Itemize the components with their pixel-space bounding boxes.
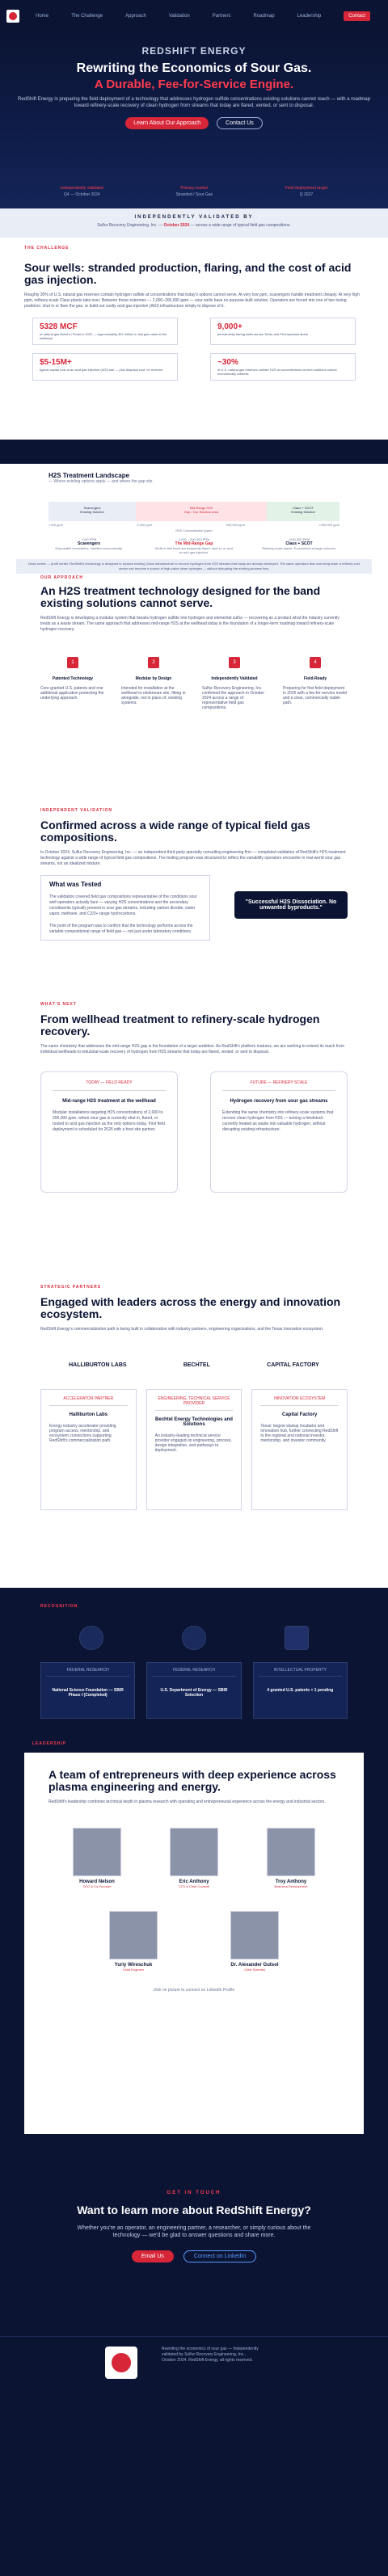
member-role: CEO & Co-Founder bbox=[82, 1884, 112, 1888]
landscape-col bbox=[154, 537, 234, 554]
recognition-card-kicker: FEDERAL RESEARCH bbox=[152, 1668, 235, 1677]
next-title: From wellhead treatment to refinery-scale hydrogen recovery. bbox=[40, 1012, 320, 1038]
nav-link-home[interactable]: Home bbox=[36, 14, 49, 19]
halliburton-logo: HALLIBURTON LABS bbox=[69, 1362, 127, 1368]
stat-value: Stranded / Sour Gas bbox=[175, 192, 213, 197]
challenge-cards bbox=[24, 318, 364, 381]
challenge-card-number: 5328 MCF bbox=[40, 322, 78, 331]
partner-card bbox=[251, 1389, 348, 1510]
leadership-title: A team of entrepreneurs with deep experience across plasma engineering and energy. bbox=[48, 1768, 336, 1793]
axis-tick: <100 ppm bbox=[48, 523, 63, 527]
validated-heading: INDEPENDENTLY VALIDATED BY bbox=[134, 215, 254, 220]
footer-text: Rewriting the economics of sour gas — Independently validated by Sulfur Recovery Engineering, Inc., October 2024. RedShift Energy, all rights reserved. bbox=[162, 2347, 259, 2363]
col-range: >200,000 PPM bbox=[288, 537, 310, 541]
validation-title: Confirmed across a wide range of typical field gas compositions. bbox=[40, 819, 310, 844]
feature-desc: Intended for installation at the wellhead or midstream site, fitting in alongside, not in place of, existing systems. bbox=[121, 686, 186, 705]
band-sub: Gap / Our Solution Area bbox=[183, 510, 219, 514]
next-paragraph: The same chemistry that addresses the mid-range H2S gap is the foundation of a larger ambition. As RedShift's platform matures, we are working to extend its reach from individual wellheads to industrial-scale recovery of hydrogen from H2S streams that today are flared, vented, or sent to disposal. bbox=[40, 1044, 344, 1054]
leadership-panel bbox=[24, 1753, 364, 2134]
partners-kicker: STRATEGIC PARTNERS bbox=[40, 1285, 102, 1290]
landscape-section bbox=[0, 464, 388, 570]
member-name: Yuriy Wireschuk bbox=[114, 1963, 153, 1968]
validation-section bbox=[0, 800, 388, 994]
partners-paragraph: RedShift Energy's commercialization path is being built in collaboration with industry partners, engineering organizations, and the Texas innovation ecosystem. bbox=[40, 1327, 324, 1332]
challenge-section bbox=[0, 238, 388, 440]
partner-card bbox=[146, 1389, 242, 1510]
team-member[interactable] bbox=[255, 1828, 327, 1888]
next-card-title: Mid-range H2S treatment at the wellhead bbox=[62, 1099, 156, 1104]
band-claus bbox=[267, 502, 340, 521]
member-role: CTO & Chief Counsel bbox=[178, 1884, 210, 1888]
section-divider bbox=[0, 440, 388, 464]
partner-card-desc: An industry-leading technical service provider engaged on engineering, process, design integration, and pathways to deployment. bbox=[154, 1433, 232, 1453]
validation-box bbox=[40, 875, 348, 941]
nav-link-roadmap[interactable]: Roadmap bbox=[253, 14, 275, 19]
axis-tick: 2,000 ppm bbox=[137, 523, 153, 527]
partner-card bbox=[40, 1389, 137, 1510]
next-card-desc: Extending the same chemistry into refinery-scale systems that recover clean hydrogen from H2S — turning a feedstock currently treated as waste into valuable hydrogen, without disrupting existing infrastructure. bbox=[222, 1110, 334, 1132]
next-card-kicker: TODAY — FIELD READY bbox=[53, 1080, 166, 1091]
challenge-card-label: permanently flaring wells across Texas and Pennsylvania alone bbox=[217, 332, 308, 336]
landscape-subtitle: — Where existing options apply — and where the gap sits. bbox=[48, 479, 154, 484]
approach-kicker: OUR APPROACH bbox=[40, 575, 83, 580]
validation-quote: "Successful H2S Dissociation. No unwanted byproducts." bbox=[234, 891, 348, 919]
recognition-kicker: RECOGNITION bbox=[40, 1604, 78, 1609]
stat-label: Field deployment target bbox=[285, 186, 328, 191]
landscape-columns bbox=[48, 537, 340, 554]
band-name: Claus + SCOT bbox=[293, 506, 314, 510]
doe-seal-icon bbox=[182, 1626, 206, 1650]
feature-desc: Sulfur Recovery Engineering, Inc. confirmed the approach in October 2024 across a range of representative field gas compositions. bbox=[202, 686, 264, 710]
logo[interactable] bbox=[6, 10, 19, 23]
next-card-title: Hydrogen recovery from sour gas streams bbox=[230, 1099, 328, 1104]
bechtel-logo: BECHTEL bbox=[183, 1362, 210, 1368]
col-desc: Disposable chemistries. Handled economically. bbox=[55, 546, 123, 550]
nav-links bbox=[24, 11, 382, 21]
feature-title: Field-Ready bbox=[303, 676, 327, 681]
capital-factory-logo: CAPITAL FACTORY bbox=[267, 1362, 319, 1368]
logo-mark-icon bbox=[9, 12, 17, 20]
nav-link-leadership[interactable]: Leadership bbox=[297, 14, 322, 19]
avatar[interactable] bbox=[73, 1828, 121, 1876]
hero-stat bbox=[175, 186, 213, 197]
col-range: <100 PPM bbox=[81, 537, 97, 541]
axis-tick: >200,000 ppm bbox=[318, 523, 340, 527]
feature-title: Independently Validated bbox=[211, 676, 258, 681]
col-range: 2,000 – 200,000 PPM bbox=[178, 537, 210, 541]
team-row-2 bbox=[48, 1911, 340, 1972]
partner-card-kicker: INNOVATION ECOSYSTEM bbox=[260, 1396, 339, 1406]
challenge-card-label: typical capital cost of an acid gas injection (AGI) site — plus disposal cost, no revenue bbox=[40, 368, 163, 372]
validated-text-pre: Sulfur Recovery Engineering, Inc. — bbox=[97, 223, 163, 228]
tested-paragraph: The validation covered field gas compositions representative of the conditions sour well operators actually face — varying H2S concentrations and the secondary constituents typically present in sour gas streams, including carbon dioxide, water vapor, methane, and C2/3+ range hydrocarbons. bbox=[49, 894, 197, 916]
challenge-card-label: of U.S. natural gas reserves contain H2S at concentrations current solutions cannot economically address bbox=[217, 368, 337, 376]
tested-box bbox=[40, 875, 210, 941]
avatar[interactable] bbox=[230, 1911, 279, 1959]
tested-paragraph: The point of the program was to confirm that the technology performs across the variable compositional range of field gas — not just under laboratory conditions. bbox=[49, 924, 193, 934]
hero-stat bbox=[285, 186, 327, 197]
member-role: Business Development bbox=[274, 1884, 308, 1888]
recognition-card-kicker: INTELLECTUAL PROPERTY bbox=[259, 1668, 342, 1677]
challenge-card-number: ~30% bbox=[217, 358, 238, 367]
member-name: Eric Anthony bbox=[179, 1879, 209, 1884]
team-member[interactable] bbox=[158, 1828, 230, 1888]
hero-description: RedShift Energy is preparing the field deployment of a technology that addresses hydrogen sulfide concentrations existing solutions cannot reach — with a roadmap toward refinery-scale recovery of clean hydrogen from streams that today are flared, vented, or sent to disposal. bbox=[18, 97, 370, 108]
feature-number: 4 bbox=[310, 657, 321, 668]
hero-buttons bbox=[16, 117, 372, 129]
challenge-kicker: THE CHALLENGE bbox=[24, 246, 70, 250]
validated-text bbox=[0, 223, 388, 228]
contact-paragraph: Whether you're an operator, an engineering partner, a researcher, or simply curious about the technology — we'd be glad to answer questions and share more. bbox=[77, 2225, 311, 2238]
recognition-card bbox=[253, 1662, 348, 1719]
landscape-col bbox=[259, 537, 340, 554]
partner-card-title: Capital Factory bbox=[282, 1412, 318, 1417]
recognition-logos bbox=[40, 1622, 348, 1654]
nav-link-challenge[interactable]: The Challenge bbox=[71, 14, 103, 19]
landscape-footnote: Dead center — profit center. RedShift's technology is designed to replace existing Claus infrastructure to recover hydrogen from H2S streams that today are already destroyed. The same operators that now bring lower a refinery cost center can become a source of high-value clean hydrogen — without disrupting the existing process flow. bbox=[16, 559, 372, 574]
validated-text-post: — across a wide range of typical field gas compositions. bbox=[190, 223, 291, 228]
band-sub: Existing Solution bbox=[80, 510, 104, 514]
member-role: Chief Scientist bbox=[244, 1968, 265, 1972]
partner-logos bbox=[40, 1349, 348, 1381]
hero-stats bbox=[0, 186, 388, 197]
member-name: Dr. Alexander Gutsol bbox=[230, 1963, 279, 1968]
stat-label: Independently validated bbox=[60, 186, 103, 191]
next-card-desc: Modular installations targeting H2S concentrations of 2,000 to 200,000 ppm, where sour gas is currently shut in, flared, or routed to acid gas injection as the only options today. First field deployment is scheduled for 2026 with a host site partner. bbox=[53, 1110, 165, 1132]
footer-logo[interactable] bbox=[105, 2347, 137, 2379]
validated-strip bbox=[0, 208, 388, 238]
learn-approach-button[interactable]: Learn About Our Approach bbox=[125, 117, 209, 129]
avatar[interactable] bbox=[170, 1828, 218, 1876]
avatar[interactable] bbox=[267, 1828, 315, 1876]
feature-grid bbox=[40, 657, 348, 710]
partner-card-desc: Energy industry accelerator providing program access, mentorship, and ecosystem connections supporting RedShift's commercialization path. bbox=[49, 1424, 116, 1443]
recognition-cards bbox=[40, 1662, 348, 1719]
next-card-future bbox=[210, 1071, 348, 1193]
col-title: Scavengers bbox=[77, 541, 101, 546]
band-mid-range bbox=[136, 502, 267, 521]
stat-value: Q 2027 bbox=[299, 192, 314, 197]
hero-stat bbox=[61, 186, 103, 197]
feature-desc: Core granted U.S. patents and one additional application protecting the underlying approach. bbox=[40, 686, 104, 701]
feature-card bbox=[121, 657, 186, 710]
team-member[interactable] bbox=[218, 1911, 291, 1972]
challenge-card bbox=[32, 353, 178, 381]
feature-desc: Preparing for first field deployment in 2026 with a fee-for-service model and a clear, commercially viable path. bbox=[283, 686, 348, 705]
contact-section bbox=[0, 2134, 388, 2336]
contact-title: Want to learn more about RedShift Energy? bbox=[77, 2203, 311, 2216]
recognition-card bbox=[146, 1662, 241, 1719]
challenge-card-number: $5-15M+ bbox=[40, 358, 72, 367]
col-desc: Refinery-scale plants. Economical at large volumes. bbox=[262, 546, 336, 550]
landscape-title: H2S Treatment Landscape bbox=[48, 472, 130, 479]
col-title: Claus + SCOT bbox=[285, 541, 313, 546]
partner-card-kicker: ENGINEERING, TECHNICAL SERVICE PROVIDER bbox=[155, 1396, 234, 1411]
band-scavengers bbox=[48, 502, 136, 521]
recognition-card-kicker: FEDERAL RESEARCH bbox=[46, 1668, 129, 1677]
member-role: Chief Engineer bbox=[122, 1968, 145, 1972]
feature-title: Modular by Design bbox=[135, 676, 172, 681]
partner-card-title: Bechtel Energy Technologies and Solutions bbox=[155, 1417, 233, 1427]
next-card-today bbox=[40, 1071, 178, 1193]
recognition-card bbox=[40, 1662, 135, 1719]
hero-section bbox=[0, 32, 388, 208]
team-member[interactable] bbox=[61, 1828, 133, 1888]
partner-card-kicker: ACCELERATOR PARTNER bbox=[49, 1396, 128, 1406]
contact-buttons bbox=[0, 2250, 388, 2262]
band-sub: Existing Solution bbox=[291, 510, 315, 514]
uspto-logo-icon bbox=[285, 1626, 309, 1650]
validated-text-date: October 2024 bbox=[163, 223, 190, 228]
feature-card bbox=[202, 657, 267, 710]
feature-number: 1 bbox=[67, 657, 78, 668]
challenge-card bbox=[32, 318, 178, 345]
challenge-title: Sour wells: stranded production, flaring, and the cost of acid gas injection. bbox=[24, 261, 352, 286]
axis-label: H2S Concentration (ppm) bbox=[175, 528, 213, 532]
col-title: The Mid-Range Gap bbox=[175, 541, 213, 546]
validation-paragraph: In October 2024, Sulfur Recovery Engineering, Inc. — an independent third party specialty consulting engineering firm — completed validation of RedShift's H2S treatment technology against a wide range of typical field gas compositions. The testing program was structured to reflect the variability operators encounter in real-world sour gas streams, not an idealized mixture. bbox=[40, 850, 346, 866]
partner-card-desc: Texas' largest startup incubator and innovation hub, further connecting RedShift to the regional and national investor, mentorship, and investor community. bbox=[260, 1424, 339, 1443]
next-cards bbox=[40, 1071, 348, 1193]
recognition-section bbox=[0, 1588, 388, 1733]
col-desc: Wells in this band are frequently flared, shut in, or sent to acid gas injection. bbox=[154, 546, 234, 554]
contact-us-button[interactable]: Contact Us bbox=[217, 117, 263, 129]
challenge-card-label: of natural gas flared in Texas in 2022 — approximately $11 million in lost gas value at the wellhead bbox=[40, 332, 167, 340]
partners-title: Engaged with leaders across the energy and innovation ecosystem. bbox=[40, 1295, 341, 1320]
partners-section bbox=[0, 1277, 388, 1588]
leadership-section bbox=[0, 1733, 388, 2134]
feature-card bbox=[40, 657, 105, 710]
hero-title: Rewriting the Economics of Sour Gas. bbox=[76, 61, 312, 75]
member-name: Troy Anthony bbox=[275, 1879, 307, 1884]
feature-card bbox=[283, 657, 348, 710]
team-member[interactable] bbox=[97, 1911, 170, 1972]
feature-number: 2 bbox=[148, 657, 159, 668]
leadership-kicker: LEADERSHIP bbox=[32, 1741, 67, 1746]
next-section bbox=[0, 994, 388, 1277]
challenge-paragraph: Roughly 30% of U.S. natural gas reserves contain hydrogen sulfide at concentrations that today's options cannot serve. At very low ppm, scavengers handle treatment cheaply. At very high ppm, refinery-scale Claus plants take over. Between those extremes — 2,000–200,000 ppm — sour wells have no purpose-built solution. Operators are forced into one of two losing positions: shut in or flare the gas, or build out costly acid gas injection (AGI) infrastructure simply to dispose of it. bbox=[24, 293, 360, 309]
approach-paragraph: RedShift Energy is developing a modular system that breaks hydrogen sulfide into hydrogen and elemental sulfur — recovering as a product what the industry currently treats as a waste stream. The same approach that addresses mid-range H2S at the wellhead today is the foundation of a longer-term roadmap toward refinery-scale hydrogen recovery. bbox=[40, 616, 340, 632]
challenge-card-number: 9,000+ bbox=[217, 322, 242, 331]
feature-title: Patented Technology bbox=[52, 676, 94, 681]
hero-kicker: REDSHIFT ENERGY bbox=[141, 45, 247, 57]
next-card-kicker: FUTURE — REFINERY SCALE bbox=[222, 1080, 335, 1091]
approach-section bbox=[0, 566, 388, 800]
contact-kicker: GET IN TOUCH bbox=[167, 2191, 221, 2195]
recognition-card-title: U.S. Department of Energy — SBIR Selection bbox=[160, 1688, 228, 1698]
email-us-button[interactable]: Email Us bbox=[132, 2250, 174, 2262]
axis-tick: 200,000 ppm bbox=[226, 523, 245, 527]
leadership-paragraph: RedShift's leadership combines technical depth in plasma research with operating and entrepreneurial experience across the energy and industrial sectors. bbox=[48, 1799, 326, 1804]
nav-contact-button[interactable]: Contact bbox=[344, 11, 370, 21]
stat-value: Q4 — October 2024 bbox=[63, 192, 100, 197]
top-nav bbox=[0, 0, 388, 32]
tested-title: What was Tested bbox=[49, 881, 102, 888]
axis-ticks bbox=[48, 523, 340, 527]
linkedin-button[interactable]: Connect on LinkedIn bbox=[183, 2250, 256, 2262]
nav-link-validation[interactable]: Validation bbox=[168, 14, 190, 19]
nav-link-partners[interactable]: Partners bbox=[212, 14, 231, 19]
linkedin-hint: click on picture to connect on LinkedIn Profile bbox=[153, 1988, 235, 1993]
hero-subtitle: A Durable, Fee-for-Service Engine. bbox=[94, 78, 294, 91]
partner-cards bbox=[40, 1389, 348, 1510]
landscape-bar bbox=[48, 502, 340, 521]
footer bbox=[0, 2336, 388, 2401]
stat-label: Primary market bbox=[180, 186, 209, 191]
nav-link-approach[interactable]: Approach bbox=[125, 14, 146, 19]
recognition-card-title: National Science Foundation — SBIR Phase I (Completed) bbox=[52, 1688, 124, 1698]
band-name: Mid-Range H2S bbox=[189, 506, 213, 510]
feature-number: 3 bbox=[229, 657, 240, 668]
challenge-card bbox=[210, 353, 356, 381]
band-name: Scavengers bbox=[83, 506, 101, 510]
challenge-card bbox=[210, 318, 356, 345]
partner-card-title: Halliburton Labs bbox=[69, 1412, 108, 1417]
member-name: Howard Nelson bbox=[79, 1879, 115, 1884]
approach-title: An H2S treatment technology designed for the band existing solutions cannot serve. bbox=[40, 584, 321, 609]
next-kicker: WHAT'S NEXT bbox=[40, 1002, 77, 1007]
logo-mark-icon bbox=[112, 2353, 131, 2372]
team-row-1 bbox=[48, 1828, 340, 1888]
avatar[interactable] bbox=[109, 1911, 158, 1959]
validation-kicker: INDEPENDENT VALIDATION bbox=[40, 808, 113, 813]
landscape-col bbox=[48, 537, 129, 554]
recognition-card-title: 4 granted U.S. patents + 1 pending bbox=[267, 1688, 334, 1693]
nsf-seal-icon bbox=[79, 1626, 103, 1650]
